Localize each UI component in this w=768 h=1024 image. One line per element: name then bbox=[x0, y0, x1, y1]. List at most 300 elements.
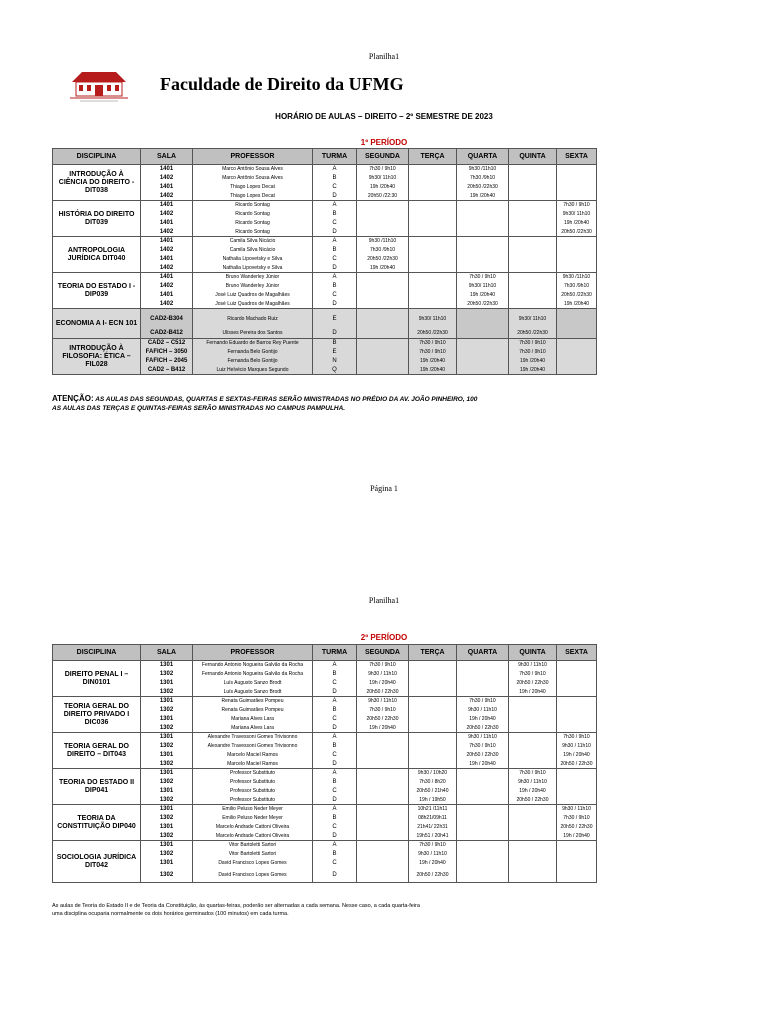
tuesday-cell: 10h21 /11h11 bbox=[409, 805, 457, 814]
class-cell: A bbox=[313, 661, 357, 670]
friday-cell: 9h30 / 11h10 bbox=[557, 742, 597, 751]
thursday-cell bbox=[509, 246, 557, 255]
professor-cell: José Luiz Quadros de Magalhães bbox=[193, 291, 313, 300]
table-row bbox=[53, 841, 597, 850]
friday-cell bbox=[557, 329, 597, 339]
class-cell: B bbox=[313, 339, 357, 348]
tuesday-cell: 21h41/ 22h31 bbox=[409, 823, 457, 832]
room-cell: 1301 bbox=[141, 823, 193, 832]
wednesday-cell bbox=[457, 769, 509, 778]
wednesday-cell: 7h30 / 9h10 bbox=[457, 697, 509, 706]
tuesday-cell: 08h21/09h11 bbox=[409, 814, 457, 823]
wednesday-cell: 20h50 /22h30 bbox=[457, 300, 509, 309]
wednesday-cell: 19h / 20h40 bbox=[457, 760, 509, 769]
tuesday-cell: 19h / 20h40 bbox=[409, 859, 457, 868]
friday-cell bbox=[557, 706, 597, 715]
wednesday-cell bbox=[457, 832, 509, 841]
class-cell: B bbox=[313, 814, 357, 823]
tuesday-cell: 19h51 / 20h41 bbox=[409, 832, 457, 841]
friday-cell bbox=[557, 841, 597, 850]
room-cell: 1302 bbox=[141, 688, 193, 697]
room-cell: 1301 bbox=[141, 697, 193, 706]
tuesday-cell bbox=[409, 751, 457, 760]
tuesday-cell bbox=[409, 192, 457, 201]
tuesday-cell bbox=[409, 300, 457, 309]
professor-cell: Luís Augusto Sanzo Brodt bbox=[193, 679, 313, 688]
room-cell: 1301 bbox=[141, 751, 193, 760]
monday-cell: 19h / 20h40 bbox=[357, 724, 409, 733]
room-cell: 1302 bbox=[141, 814, 193, 823]
column-header: QUARTA bbox=[457, 149, 509, 165]
wednesday-cell bbox=[457, 859, 509, 868]
room-cell: 1301 bbox=[141, 859, 193, 868]
tuesday-cell: 9h30 / 11h10 bbox=[409, 850, 457, 859]
professor-cell: Luís Augusto Sanzo Brodt bbox=[193, 688, 313, 697]
class-cell: A bbox=[313, 273, 357, 282]
tuesday-cell bbox=[409, 760, 457, 769]
column-header: PROFESSOR bbox=[193, 149, 313, 165]
class-cell: N bbox=[313, 357, 357, 366]
discipline-cell: TEORIA DO ESTADO II DIP041 bbox=[53, 769, 141, 805]
tuesday-cell bbox=[409, 264, 457, 273]
class-cell: A bbox=[313, 697, 357, 706]
professor-cell: Nathalia Lipovetsky e Silva bbox=[193, 255, 313, 264]
thursday-cell bbox=[509, 219, 557, 228]
page-footer: Página 1 bbox=[370, 484, 398, 493]
wednesday-cell bbox=[457, 670, 509, 679]
friday-cell bbox=[557, 670, 597, 679]
tuesday-cell bbox=[409, 733, 457, 742]
monday-cell: 9h30 / 11h10 bbox=[357, 670, 409, 679]
column-header: SALA bbox=[141, 149, 193, 165]
tuesday-cell bbox=[409, 183, 457, 192]
professor-cell: Luiz Helvécio Marques Segundo bbox=[193, 366, 313, 375]
tuesday-cell bbox=[409, 706, 457, 715]
friday-cell bbox=[557, 679, 597, 688]
class-cell: B bbox=[313, 706, 357, 715]
class-cell: A bbox=[313, 165, 357, 174]
wednesday-cell: 7h30 / 9h10 bbox=[457, 273, 509, 282]
class-cell: C bbox=[313, 751, 357, 760]
wednesday-cell: 9h30 /11h10 bbox=[457, 165, 509, 174]
table-row bbox=[53, 201, 597, 210]
friday-cell bbox=[557, 769, 597, 778]
professor-cell: Mariana Alves Lara bbox=[193, 715, 313, 724]
class-cell: D bbox=[313, 796, 357, 805]
thursday-cell: 7h30 / 9h10 bbox=[509, 670, 557, 679]
professor-cell: Marco Antônio Sousa Alves bbox=[193, 174, 313, 183]
tuesday-cell: 20h50 / 21h40 bbox=[409, 787, 457, 796]
thursday-cell bbox=[509, 174, 557, 183]
professor-cell: Ulisses Pereira dos Santos bbox=[193, 329, 313, 339]
wednesday-cell bbox=[457, 246, 509, 255]
room-cell: 1301 bbox=[141, 805, 193, 814]
class-cell: D bbox=[313, 228, 357, 237]
tuesday-cell bbox=[409, 670, 457, 679]
room-cell: 1401 bbox=[141, 183, 193, 192]
monday-cell bbox=[357, 796, 409, 805]
professor-cell: Marcelo Andrade Cattoni Oliveira bbox=[193, 823, 313, 832]
room-cell: 1401 bbox=[141, 273, 193, 282]
class-cell: D bbox=[313, 832, 357, 841]
friday-cell bbox=[557, 309, 597, 329]
monday-cell bbox=[357, 760, 409, 769]
class-cell: B bbox=[313, 246, 357, 255]
room-cell: 1301 bbox=[141, 787, 193, 796]
friday-cell bbox=[557, 237, 597, 246]
friday-cell bbox=[557, 688, 597, 697]
wednesday-cell: 7h30 / 9h10 bbox=[457, 742, 509, 751]
wednesday-cell: 9h30 / 11h10 bbox=[457, 706, 509, 715]
friday-cell: 19h /20h40 bbox=[557, 219, 597, 228]
room-cell: 1402 bbox=[141, 264, 193, 273]
thursday-cell bbox=[509, 264, 557, 273]
column-header: TERÇA bbox=[409, 149, 457, 165]
tuesday-cell bbox=[409, 291, 457, 300]
monday-cell bbox=[357, 273, 409, 282]
wednesday-cell bbox=[457, 219, 509, 228]
monday-cell bbox=[357, 733, 409, 742]
schedule-table-period-1 bbox=[52, 148, 597, 375]
friday-cell bbox=[557, 724, 597, 733]
room-cell: 1301 bbox=[141, 679, 193, 688]
professor-cell: Marcelo Maciel Ramos bbox=[193, 760, 313, 769]
wednesday-cell bbox=[457, 339, 509, 348]
discipline-cell: INTRODUÇÃO À FILOSOFIA: ÉTICA – FIL028 bbox=[53, 339, 141, 375]
monday-cell: 9h30 / 11h10 bbox=[357, 697, 409, 706]
class-cell: A bbox=[313, 237, 357, 246]
period-title-1: 1º PERÍODO bbox=[360, 138, 408, 147]
wednesday-cell bbox=[457, 264, 509, 273]
tuesday-cell bbox=[409, 715, 457, 724]
tuesday-cell: 19h /20h40 bbox=[409, 357, 457, 366]
room-cell: 1402 bbox=[141, 300, 193, 309]
discipline-cell: TEORIA DO ESTADO I - DIP039 bbox=[53, 273, 141, 309]
friday-cell: 19h /20h40 bbox=[557, 300, 597, 309]
monday-cell bbox=[357, 859, 409, 868]
tuesday-cell: 19h /20h40 bbox=[409, 366, 457, 375]
professor-cell: Ricardo Machado Ruiz bbox=[193, 309, 313, 329]
monday-cell bbox=[357, 210, 409, 219]
class-cell: A bbox=[313, 769, 357, 778]
professor-cell: David Francisco Lopes Gomes bbox=[193, 868, 313, 883]
period-title-2: 2º PERÍODO bbox=[360, 633, 408, 642]
column-header: QUARTA bbox=[457, 645, 509, 661]
monday-cell: 19h /20h40 bbox=[357, 183, 409, 192]
professor-cell: Marcelo Andrade Cattoni Oliveira bbox=[193, 832, 313, 841]
thursday-cell: 7h30 / 9h10 bbox=[509, 339, 557, 348]
class-cell: A bbox=[313, 805, 357, 814]
professor-cell: Marco Antônio Sousa Alves bbox=[193, 165, 313, 174]
class-cell: A bbox=[313, 733, 357, 742]
room-cell: 1302 bbox=[141, 724, 193, 733]
thursday-cell bbox=[509, 859, 557, 868]
friday-cell: 9h30/ 11h10 bbox=[557, 210, 597, 219]
thursday-cell bbox=[509, 724, 557, 733]
room-cell: 1302 bbox=[141, 760, 193, 769]
friday-cell: 7h30 /9h10 bbox=[557, 282, 597, 291]
thursday-cell bbox=[509, 282, 557, 291]
faculty-title: Faculdade de Direito da UFMG bbox=[160, 74, 404, 94]
wednesday-cell bbox=[457, 228, 509, 237]
wednesday-cell bbox=[457, 805, 509, 814]
friday-cell: 19h / 20h40 bbox=[557, 832, 597, 841]
thursday-cell bbox=[509, 300, 557, 309]
thursday-cell: 20h50 / 22h30 bbox=[509, 796, 557, 805]
table-row bbox=[53, 769, 597, 778]
room-cell: 1302 bbox=[141, 832, 193, 841]
wednesday-cell bbox=[457, 787, 509, 796]
monday-cell bbox=[357, 850, 409, 859]
sheet-name-2: Planilha1 bbox=[368, 596, 400, 605]
tuesday-cell bbox=[409, 273, 457, 282]
schedule-note-line-1: As aulas de Teoria do Estado II e de Teoria da Constituição, às quartas-feiras, poderão ser alternadas a cada semana. Nesse caso, a cada quarta-feira bbox=[52, 903, 420, 909]
thursday-cell bbox=[509, 742, 557, 751]
thursday-cell bbox=[509, 832, 557, 841]
thursday-cell bbox=[509, 291, 557, 300]
tuesday-cell bbox=[409, 724, 457, 733]
wednesday-cell bbox=[457, 823, 509, 832]
table-row bbox=[53, 237, 597, 246]
room-cell: 1302 bbox=[141, 670, 193, 679]
monday-cell bbox=[357, 769, 409, 778]
thursday-cell bbox=[509, 237, 557, 246]
room-cell: FAFICH – 3050 bbox=[141, 348, 193, 357]
thursday-cell bbox=[509, 715, 557, 724]
monday-cell bbox=[357, 787, 409, 796]
friday-cell bbox=[557, 255, 597, 264]
class-cell: D bbox=[313, 300, 357, 309]
thursday-cell: 9h30/ 11h10 bbox=[509, 309, 557, 329]
table-row bbox=[53, 733, 597, 742]
table-row bbox=[53, 661, 597, 670]
column-header: DISCIPLINA bbox=[53, 645, 141, 661]
class-cell: A bbox=[313, 841, 357, 850]
professor-cell: David Francisco Lopes Gomes bbox=[193, 859, 313, 868]
monday-cell: 19h /20h40 bbox=[357, 264, 409, 273]
discipline-cell: ECONOMIA A I- ECN 101 bbox=[53, 309, 141, 339]
thursday-cell: 9h30 / 11h10 bbox=[509, 778, 557, 787]
professor-cell: Ricardo Sontag bbox=[193, 219, 313, 228]
room-cell: CAD2 – B412 bbox=[141, 366, 193, 375]
professor-cell: Camila Silva Nicácio bbox=[193, 237, 313, 246]
friday-cell bbox=[557, 174, 597, 183]
friday-cell: 20h50 / 22h30 bbox=[557, 823, 597, 832]
friday-cell bbox=[557, 165, 597, 174]
professor-cell: Mariana Alves Lara bbox=[193, 724, 313, 733]
room-cell: 1401 bbox=[141, 237, 193, 246]
professor-cell: Ricardo Sontag bbox=[193, 228, 313, 237]
tuesday-cell: 7h30 / 9h10 bbox=[409, 348, 457, 357]
thursday-cell: 19h / 20h40 bbox=[509, 688, 557, 697]
monday-cell bbox=[357, 282, 409, 291]
friday-cell bbox=[557, 246, 597, 255]
discipline-cell: ANTROPOLOGIA JURÍDICA DIT040 bbox=[53, 237, 141, 273]
thursday-cell: 7h30 / 9h10 bbox=[509, 348, 557, 357]
room-cell: 1402 bbox=[141, 210, 193, 219]
thursday-cell: 19h / 20h40 bbox=[509, 787, 557, 796]
professor-cell: Thiago Lopes Decat bbox=[193, 192, 313, 201]
monday-cell bbox=[357, 201, 409, 210]
thursday-cell: 9h30 / 11h10 bbox=[509, 661, 557, 670]
class-cell: D bbox=[313, 724, 357, 733]
professor-cell: Fernando Antonio Nogueira Galvão da Rocha bbox=[193, 670, 313, 679]
class-cell: C bbox=[313, 255, 357, 264]
thursday-cell bbox=[509, 192, 557, 201]
room-cell: 1402 bbox=[141, 282, 193, 291]
professor-cell: Alexandre Travessoni Gomes Trivisonno bbox=[193, 742, 313, 751]
friday-cell bbox=[557, 787, 597, 796]
room-cell: 1301 bbox=[141, 841, 193, 850]
professor-cell: Thiago Lopes Decat bbox=[193, 183, 313, 192]
tuesday-cell: 7h30 / 9h10 bbox=[409, 841, 457, 850]
monday-cell bbox=[357, 219, 409, 228]
monday-cell: 9h30 /11h10 bbox=[357, 237, 409, 246]
professor-cell: Emilio Peluso Neder Meyer bbox=[193, 814, 313, 823]
tuesday-cell: 7h30 / 8h20 bbox=[409, 778, 457, 787]
friday-cell bbox=[557, 348, 597, 357]
room-cell: 1302 bbox=[141, 850, 193, 859]
monday-cell bbox=[357, 751, 409, 760]
professor-cell: Nathalia Lipovetsky e Silva bbox=[193, 264, 313, 273]
table-row bbox=[53, 339, 597, 348]
professor-cell: Emilio Peluso Neder Meyer bbox=[193, 805, 313, 814]
professor-cell: Renata Guimarães Pompeu bbox=[193, 706, 313, 715]
thursday-cell bbox=[509, 733, 557, 742]
class-cell: D bbox=[313, 192, 357, 201]
room-cell: 1402 bbox=[141, 192, 193, 201]
thursday-cell bbox=[509, 201, 557, 210]
wednesday-cell bbox=[457, 237, 509, 246]
schedule-note bbox=[52, 902, 420, 918]
monday-cell bbox=[357, 742, 409, 751]
friday-cell bbox=[557, 796, 597, 805]
class-cell: D bbox=[313, 760, 357, 769]
thursday-cell bbox=[509, 273, 557, 282]
monday-cell bbox=[357, 309, 409, 329]
wednesday-cell: 20h50 / 22h30 bbox=[457, 751, 509, 760]
tuesday-cell bbox=[409, 688, 457, 697]
column-header: SEXTA bbox=[557, 149, 597, 165]
monday-cell bbox=[357, 366, 409, 375]
thursday-cell bbox=[509, 805, 557, 814]
table-row bbox=[53, 165, 597, 174]
tuesday-cell: 19h / 19h50 bbox=[409, 796, 457, 805]
class-cell: C bbox=[313, 679, 357, 688]
class-cell: D bbox=[313, 264, 357, 273]
monday-cell bbox=[357, 228, 409, 237]
attention-lead: ATENÇÃO: bbox=[52, 394, 94, 403]
class-cell: C bbox=[313, 291, 357, 300]
room-cell: 1302 bbox=[141, 796, 193, 805]
wednesday-cell bbox=[457, 778, 509, 787]
thursday-cell bbox=[509, 823, 557, 832]
tuesday-cell bbox=[409, 210, 457, 219]
discipline-cell: SOCIOLOGIA JURÍDICA DIT042 bbox=[53, 841, 141, 883]
discipline-cell: INTRODUÇÃO À CIÊNCIA DO DIREITO - DIT038 bbox=[53, 165, 141, 201]
tuesday-cell bbox=[409, 228, 457, 237]
class-cell: D bbox=[313, 688, 357, 697]
room-cell: 1301 bbox=[141, 769, 193, 778]
column-header: QUINTA bbox=[509, 645, 557, 661]
room-cell: 1302 bbox=[141, 742, 193, 751]
room-cell: FAFICH – 2045 bbox=[141, 357, 193, 366]
column-header: DISCIPLINA bbox=[53, 149, 141, 165]
class-cell: C bbox=[313, 787, 357, 796]
professor-cell: José Luiz Quadros de Magalhães bbox=[193, 300, 313, 309]
thursday-cell: 20h50 /22h30 bbox=[509, 329, 557, 339]
professor-cell: Bruno Wanderley Júnior bbox=[193, 273, 313, 282]
friday-cell: 7h30 / 9h10 bbox=[557, 733, 597, 742]
table-row bbox=[53, 273, 597, 282]
room-cell: 1302 bbox=[141, 778, 193, 787]
tuesday-cell bbox=[409, 282, 457, 291]
tuesday-cell: 20h50 /22h30 bbox=[409, 329, 457, 339]
professor-cell: Professor Substituto bbox=[193, 796, 313, 805]
discipline-cell: TEORIA GERAL DO DIREITO PRIVADO I DIC036 bbox=[53, 697, 141, 733]
wednesday-cell: 19h /20h40 bbox=[457, 192, 509, 201]
room-cell: 1402 bbox=[141, 228, 193, 237]
friday-cell: 7h30 / 9h10 bbox=[557, 814, 597, 823]
wednesday-cell: 9h30 / 11h10 bbox=[457, 733, 509, 742]
professor-cell: Renata Guimarães Pompeu bbox=[193, 697, 313, 706]
class-cell: C bbox=[313, 859, 357, 868]
thursday-cell bbox=[509, 255, 557, 264]
wednesday-cell: 19h / 20h40 bbox=[457, 715, 509, 724]
class-cell: D bbox=[313, 329, 357, 339]
tuesday-cell bbox=[409, 165, 457, 174]
wednesday-cell bbox=[457, 868, 509, 883]
tuesday-cell: 9h30/ 11h10 bbox=[409, 309, 457, 329]
thursday-cell bbox=[509, 850, 557, 859]
column-header: TURMA bbox=[313, 149, 357, 165]
tuesday-cell bbox=[409, 255, 457, 264]
tuesday-cell bbox=[409, 742, 457, 751]
class-cell: C bbox=[313, 183, 357, 192]
wednesday-cell bbox=[457, 357, 509, 366]
faculty-logo bbox=[68, 68, 130, 104]
class-cell: B bbox=[313, 742, 357, 751]
sheet-name: Planilha1 bbox=[368, 52, 400, 61]
column-header: PROFESSOR bbox=[193, 645, 313, 661]
thursday-cell bbox=[509, 165, 557, 174]
wednesday-cell bbox=[457, 309, 509, 329]
monday-cell bbox=[357, 805, 409, 814]
thursday-cell bbox=[509, 706, 557, 715]
wednesday-cell bbox=[457, 661, 509, 670]
monday-cell: 20h50 /22h30 bbox=[357, 255, 409, 264]
professor-cell: Fernanda Belo Gontijo bbox=[193, 357, 313, 366]
thursday-cell bbox=[509, 841, 557, 850]
wednesday-cell: 19h /20h40 bbox=[457, 291, 509, 300]
professor-cell: Vitor Bartoletti Sartori bbox=[193, 850, 313, 859]
schedule-note-line-2: uma disciplina ocuparia normalmente os dois horários germinados (100 minutos) em cada turma. bbox=[52, 911, 289, 917]
class-cell: C bbox=[313, 715, 357, 724]
room-cell: 1301 bbox=[141, 715, 193, 724]
friday-cell: 19h / 20h40 bbox=[557, 751, 597, 760]
schedule-title: HORÁRIO DE AULAS – DIREITO – 2º SEMESTRE DE 2023 bbox=[275, 112, 493, 121]
friday-cell bbox=[557, 339, 597, 348]
friday-cell: 7h30 / 9h10 bbox=[557, 201, 597, 210]
monday-cell bbox=[357, 339, 409, 348]
class-cell: C bbox=[313, 219, 357, 228]
professor-cell: Fernando Eduardo de Barros Rey Puente bbox=[193, 339, 313, 348]
wednesday-cell bbox=[457, 796, 509, 805]
wednesday-cell bbox=[457, 850, 509, 859]
friday-cell bbox=[557, 183, 597, 192]
wednesday-cell: 7h30 /9h10 bbox=[457, 174, 509, 183]
tuesday-cell bbox=[409, 661, 457, 670]
